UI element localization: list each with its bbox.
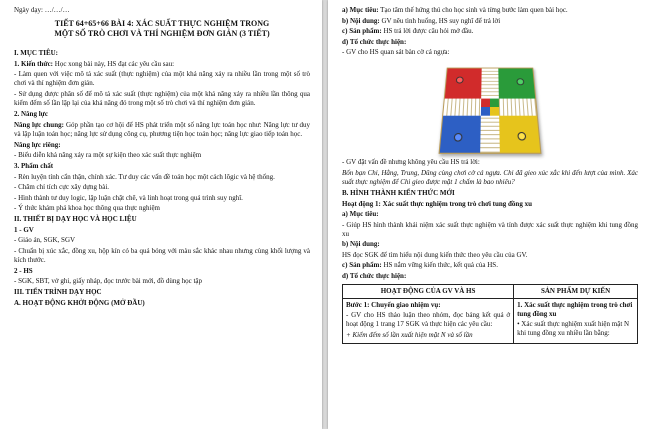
activity-1-product-label: c) Sản phẩm:: [342, 261, 382, 270]
heading-warmup: A. HOẠT ĐỘNG KHỞI ĐỘNG (MỞ ĐẦU): [14, 298, 145, 307]
knowledge-item-2: - Sử dụng được phân số để mô tả xác suất (thực nghiệm) của một khả năng xảy ra nhiều lần thông qua kiểm đếm số lần lặp lại của khả năng đó trong một số trò chơi và thí nghiệm đơn giản.: [14, 89, 310, 108]
warmup-step-2: - GV đặt vấn đề nhưng không yêu cầu HS trả lời:: [342, 158, 480, 167]
specific-competence-label: Năng lực riêng:: [14, 140, 61, 149]
table-cell-activities: [343, 299, 514, 344]
teacher-item-2: - Chuẩn bị xúc xắc, đồng xu, hộp kín có ba quả bóng với màu sắc khác nhau nhưng cùng khối lượng và kích thước.: [14, 246, 310, 265]
date-line: Ngày dạy: …/…/…: [14, 6, 70, 14]
warmup-product-label: c) Sản phẩm:: [342, 27, 382, 35]
activity-1-content-text: HS đọc SGK để tìm hiểu nội dung kiến thức theo yêu cầu của GV.: [342, 250, 528, 259]
table-product-title: 1. Xác suất thực nghiệm trong trò chơi tung đồng xu: [517, 301, 633, 319]
ludo-board: [439, 68, 542, 154]
teacher-item-1: - Giáo án, SGK, SGV: [14, 236, 76, 245]
table-step-title: Bước 1: Chuyển giao nhiệm vụ:: [346, 301, 441, 310]
quality-item-4: - Ý thức khám phá khoa học thông qua thực nghiệm: [14, 204, 160, 213]
activity-1-product-text: HS nắm vững kiến thức, kết quả của HS.: [381, 261, 498, 270]
activity-1-content-label: b) Nội dung:: [342, 240, 380, 249]
teacher-subheading: 1 - GV: [14, 225, 34, 234]
warmup-objective: [342, 6, 638, 15]
quality-item-2: - Chăm chỉ tích cực xây dựng bài.: [14, 183, 110, 192]
activity-1-title: Hoạt động 1: Xác suất thực nghiệm trong trò chơi tung đồng xu: [342, 199, 532, 208]
warmup-objective-text: Tạo tâm thế hứng thú cho học sinh và từng bước làm quen bài học.: [378, 6, 568, 14]
heading-new-knowledge: B. HÌNH THÀNH KIẾN THỨC MỚI: [342, 189, 455, 198]
warmup-product-text: HS trả lời được câu hỏi mở đầu.: [381, 27, 474, 35]
knowledge-text: Học xong bài này, HS đạt các yêu cầu sau:: [53, 59, 175, 68]
board-red-home: [445, 69, 482, 99]
activity-1-objective-text: - Giúp HS hình thành khái niệm xác suất thực nghiệm và tính được xác suất thực nghiệm khi tung đồng xu: [342, 220, 638, 238]
warmup-organization-label: d) Tổ chức thực hiện:: [342, 37, 407, 46]
general-competence-label: Năng lực chung:: [14, 120, 64, 129]
knowledge-label: 1. Kiến thức:: [14, 59, 54, 68]
lesson-title-line-1: TIẾT 64+65+66 BÀI 4: XÁC SUẤT THỰC NGHIỆM TRONG: [54, 19, 270, 29]
activity-1-organization-label: d) Tổ chức thực hiện:: [342, 271, 407, 280]
activity-1-objective-label: a) Mục tiêu:: [342, 210, 379, 219]
table-header-products: SẢN PHẨM DỰ KIẾN: [514, 285, 638, 299]
general-competence-text: Góp phần tạo cơ hội để HS phát triển một số năng lực toán học như: Năng lực tư duy và lập luận toán học; năng lực sử dụng công cụ, phương tiện học toán học; năng lực giao tiếp toán học.: [14, 120, 310, 139]
warmup-product: [342, 27, 638, 36]
table-header-row: [343, 285, 638, 299]
warmup-objective-label: a) Mục tiêu:: [342, 6, 379, 14]
table-product-text: • Xác suất thực nghiệm xuất hiện mặt N khi tung đồng xu nhiều lần bằng:: [517, 320, 630, 338]
lesson-title-line-2: MỘT SỐ TRÒ CHƠI VÀ THÍ NGHIỆM ĐƠN GIẢN (3 TIẾT): [54, 29, 270, 39]
heading-equipment: II. THIẾT BỊ DẠY HỌC VÀ HỌC LIỆU: [14, 215, 137, 224]
knowledge-line: [14, 60, 310, 69]
general-competence: [14, 121, 310, 139]
warmup-content-text: GV nêu tình huống, HS suy nghĩ để trả lời: [379, 16, 501, 25]
quality-item-1: - Rèn luyện tính cẩn thận, chính xác. Tư duy các vấn đề toán học một cách lôgic và hệ thống.: [14, 172, 275, 181]
ludo-board-image: [342, 62, 638, 152]
document-page-left: [0, 0, 322, 429]
specific-competence-item: - Biểu diễn khả năng xảy ra một sự kiện theo xác suất thực nghiệm: [14, 151, 202, 160]
warmup-question: Bốn bạn Chi, Hằng, Trung, Dũng cùng chơi cờ cá ngựa. Chi đã gieo xúc xắc khi đến lượt của mình. Xác suất thực nghiệm để Chi gieo được mặt 1 chấm là bao nhiêu?: [342, 168, 638, 186]
document-page-right: [328, 0, 650, 429]
quality-item-3: - Hình thành tư duy logic, lập luận chặt chẽ, và linh hoạt trong quá trình suy nghĩ.: [14, 193, 243, 202]
student-subheading: 2 - HS: [14, 266, 33, 275]
heading-competence: 2. Năng lực: [14, 110, 48, 119]
table-step-item: + Kiểm đếm số lần xuất hiện mặt N và số lần: [346, 330, 473, 339]
warmup-content-label: b) Nội dung:: [342, 16, 380, 25]
lesson-title: [14, 19, 310, 39]
student-item-1: - SGK, SBT, vở ghi, giấy nháp, đọc trước bài mới, đồ dùng học tập: [14, 277, 202, 286]
table-header-activities: HOẠT ĐỘNG CỦA GV VÀ HS: [343, 285, 514, 299]
knowledge-item-1: - Làm quen với việc mô tả xác suất (thực nghiệm) của một khả năng xảy ra nhiều lần trong một số trò chơi và thí nghiệm đơn giản.: [14, 70, 310, 88]
warmup-content: [342, 17, 638, 26]
heading-qualities: 3. Phẩm chất: [14, 162, 54, 171]
warmup-step-1: - GV cho HS quan sát bàn cờ cá ngựa:: [342, 48, 450, 56]
table-step-text: - GV cho HS thảo luận theo nhóm, đọc bảng kết quả ở hoạt động 1 trang 17 SGK và thực hiện các yêu cầu:: [346, 311, 511, 329]
table-cell-products: [514, 299, 638, 344]
board-center: [481, 99, 500, 116]
heading-process: III. TIẾN TRÌNH DẠY HỌC: [14, 288, 102, 297]
activity-1-product: [342, 261, 638, 270]
activity-table: [342, 284, 638, 344]
table-row: [343, 299, 638, 344]
heading-objectives: I. MỤC TIÊU:: [14, 49, 59, 58]
